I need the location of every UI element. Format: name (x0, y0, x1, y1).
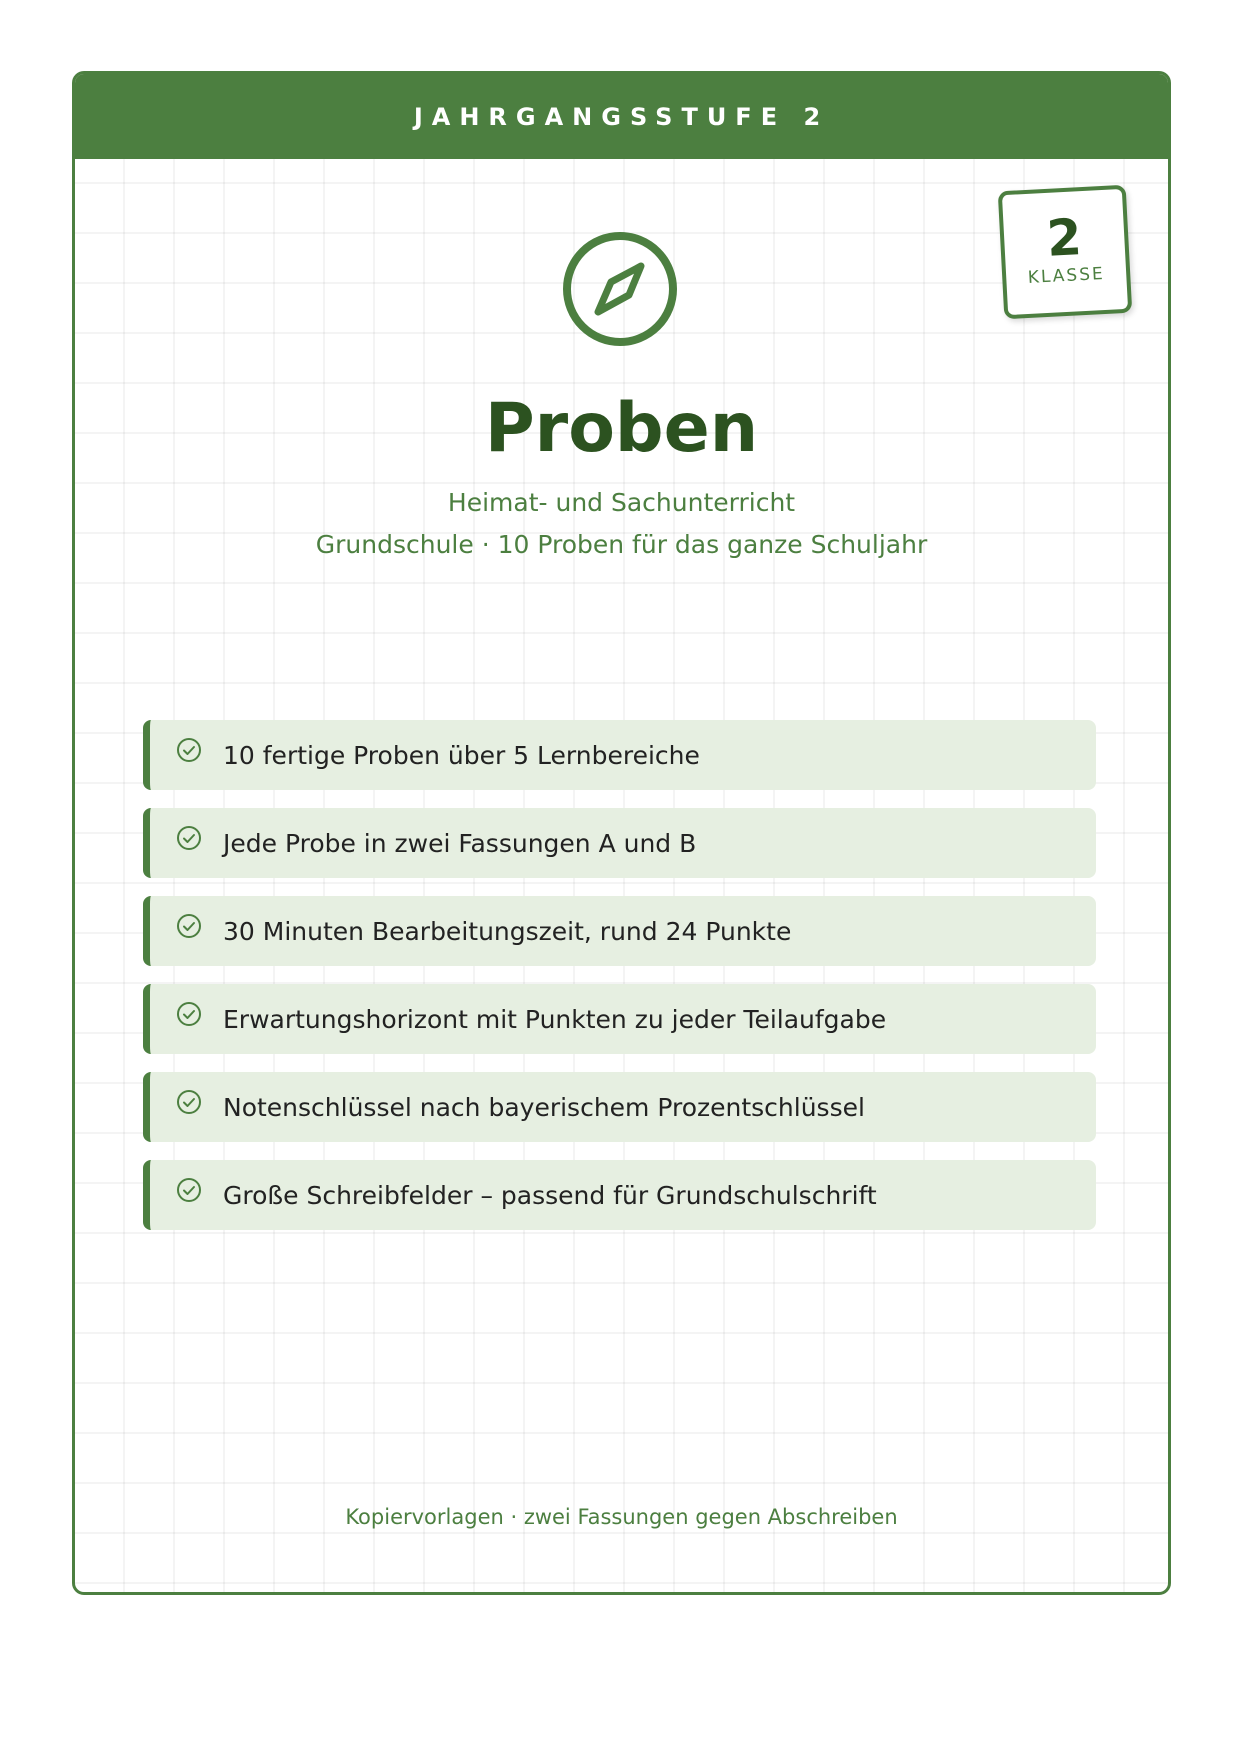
cover-card (72, 71, 1171, 1595)
subtitle-subject: Heimat- und Sachunterricht (447, 488, 796, 517)
feature-text: 30 Minuten Bearbeitungszeit, rund 24 Punkte (223, 917, 792, 946)
feature-item (143, 808, 1096, 878)
check-circle-icon (176, 1089, 202, 1115)
grade-label: KLASSE (1027, 263, 1106, 288)
compass-icon (560, 229, 680, 349)
header-band (75, 74, 1168, 159)
check-circle-icon (176, 737, 202, 763)
feature-item (143, 984, 1096, 1054)
grade-number: 2 (1045, 208, 1084, 268)
check-circle-icon (176, 1001, 202, 1027)
subtitle-description: Grundschule · 10 Proben für das ganze Schuljahr (315, 530, 928, 559)
feature-item (143, 1160, 1096, 1230)
feature-text: Jede Probe in zwei Fassungen A und B (223, 829, 697, 858)
feature-text: Große Schreibfelder – passend für Grundschulschrift (223, 1181, 877, 1210)
feature-text: Notenschlüssel nach bayerischem Prozentschlüssel (223, 1093, 865, 1122)
check-circle-icon (176, 913, 202, 939)
feature-item (143, 896, 1096, 966)
check-circle-icon (176, 825, 202, 851)
feature-item (143, 1072, 1096, 1142)
feature-text: Erwartungshorizont mit Punkten zu jeder Teilaufgabe (223, 1005, 887, 1034)
footer-note: Kopiervorlagen · zwei Fassungen gegen Abschreiben (345, 1505, 898, 1529)
feature-item (143, 720, 1096, 790)
grade-badge (998, 185, 1133, 320)
page-title: Proben (484, 389, 759, 468)
feature-text: 10 fertige Proben über 5 Lernbereiche (223, 741, 700, 770)
check-circle-icon (176, 1177, 202, 1203)
feature-list (143, 720, 1096, 1248)
grade-level-heading: JAHRGANGSSTUFE 2 (413, 102, 830, 131)
